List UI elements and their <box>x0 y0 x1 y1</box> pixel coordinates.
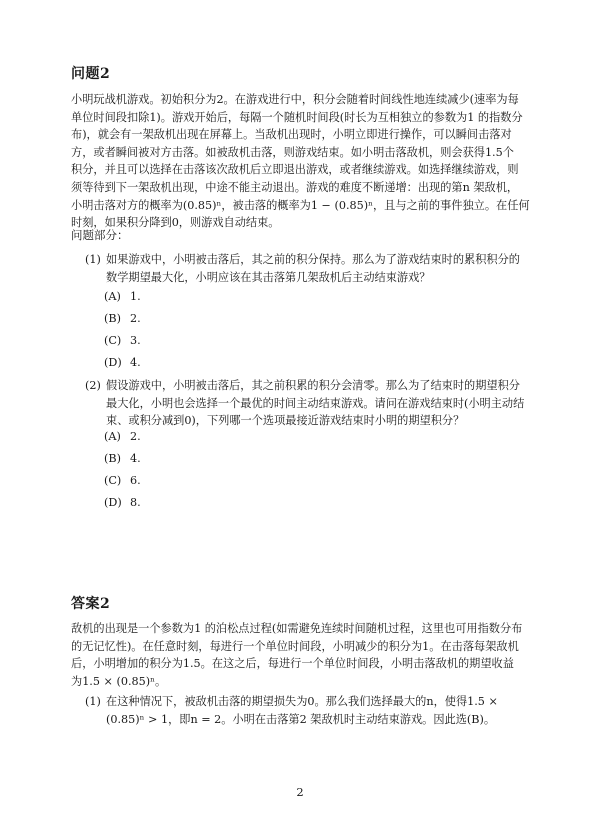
question-2 <box>85 377 535 430</box>
answer-intro-line: 的无记忆性)。在任意时刻，每进行一个单位时间段，小明减少的积分为1。在击落每架敌机 <box>71 639 519 653</box>
option-text: 4. <box>130 356 141 369</box>
problem-intro <box>71 91 531 232</box>
problem-intro-line: 小明玩战机游戏。初始积分为2。在游戏进行中，积分会随着时间线性地连续减少(速率为每 <box>71 93 519 106</box>
question-2-option-c <box>104 474 141 487</box>
question-2-option-b <box>104 452 141 465</box>
option-text: 4. <box>130 452 141 465</box>
answer-item-line: 在这种情况下，被敌机击落的期望损失为0。那么我们选择最大的n，使得1.5 × <box>106 695 498 708</box>
answer-intro-line: 敌机的出现是一个参数为1 的泊松点过程(如需避免连续时间随机过程，这里也可用指数分布 <box>71 622 523 635</box>
problem-intro-line: 单位时间段扣除1)。游戏开始后，每隔一个随机时间段(时长为互相独立的参数为1 的指数分 <box>71 110 523 124</box>
answer-intro <box>71 620 531 690</box>
question-1-option-d <box>104 356 141 369</box>
problem-intro-line: 时刻，如果积分降到0，则游戏自动结束。 <box>71 216 280 230</box>
question-text-line: 假设游戏中，小明被击落后，其之前积累的积分会清零。那么为了结束时的期望积分 <box>106 379 520 392</box>
option-label: (D) <box>104 356 122 369</box>
option-label: (C) <box>104 474 122 487</box>
option-text: 3. <box>130 334 141 347</box>
option-label: (C) <box>104 334 122 347</box>
questions-subheading: 问题部分： <box>71 228 129 242</box>
problem-intro-line: 须等待到下一架敌机出现，中途不能主动退出。游戏的难度不断递增：出现的第n 架敌机， <box>71 180 519 194</box>
option-text: 1. <box>130 290 141 303</box>
problem-intro-line: 小明击落对方的概率为(0.85)ⁿ，被击落的概率为1 − (0.85)ⁿ，且与之前的事件独立。在任何 <box>71 198 530 212</box>
question-number: (1) <box>85 253 101 266</box>
problem-intro-line: 方，或者瞬间被对方击落。如被敌机击落，则游戏结束。如小明击落敌机，则会获得1.5个 <box>71 145 514 159</box>
option-text: 6. <box>130 474 141 487</box>
question-number: (2) <box>85 379 101 392</box>
option-text: 2. <box>130 312 141 325</box>
problem-heading: 问题2 <box>71 66 111 82</box>
page-number: 2 <box>296 785 304 799</box>
answer-item-line: (0.85)ⁿ > 1，即n = 2。小明在击落第2 架敌机时主动结束游戏。因此选(B)。 <box>106 712 496 726</box>
question-2-option-a <box>104 430 141 443</box>
question-text-line: 如果游戏中，小明被击落后，其之前的积分保持。那么为了游戏结束时的累积积分的 <box>106 253 520 266</box>
option-label: (B) <box>104 312 121 325</box>
answer-item-1 <box>85 693 535 728</box>
answer-intro-line: 后，小明增加的积分为1.5。在这之后，每进行一个单位时间段，小明击落敌机的期望收益 <box>71 657 514 671</box>
option-label: (B) <box>104 452 121 465</box>
answer-heading: 答案2 <box>71 596 111 612</box>
answer-intro-line: 为1.5 × (0.85)ⁿ。 <box>71 674 167 688</box>
question-1 <box>85 251 535 286</box>
option-label: (A) <box>104 430 121 443</box>
option-label: (D) <box>104 496 122 509</box>
option-text: 8. <box>130 496 141 509</box>
option-text: 2. <box>130 430 141 443</box>
question-2-option-d <box>104 496 141 509</box>
question-1-option-c <box>104 334 141 347</box>
problem-intro-line: 积分，并且可以选择在击落该次敌机后立即退出游戏，或者继续游戏。如选择继续游戏，则 <box>71 163 519 177</box>
question-1-option-a <box>104 290 141 303</box>
question-1-option-b <box>104 312 141 325</box>
option-label: (A) <box>104 290 121 303</box>
answer-item-number: (1) <box>85 695 101 708</box>
question-text-line: 数学期望最大化，小明应该在其击落第几架敌机后主动结束游戏？ <box>106 270 431 284</box>
question-text-line: 束、或积分减到0)，下列哪一个选项最接近游戏结束时小明的期望积分？ <box>106 414 465 428</box>
problem-intro-line: 布)，就会有一架敌机出现在屏幕上。当敌机出现时，小明立即进行操作，可以瞬间击落对 <box>71 128 512 142</box>
question-text-line: 最大化，小明也会选择一个最优的时间主动结束游戏。请问在游戏结束时(小明主动结 <box>106 396 525 410</box>
